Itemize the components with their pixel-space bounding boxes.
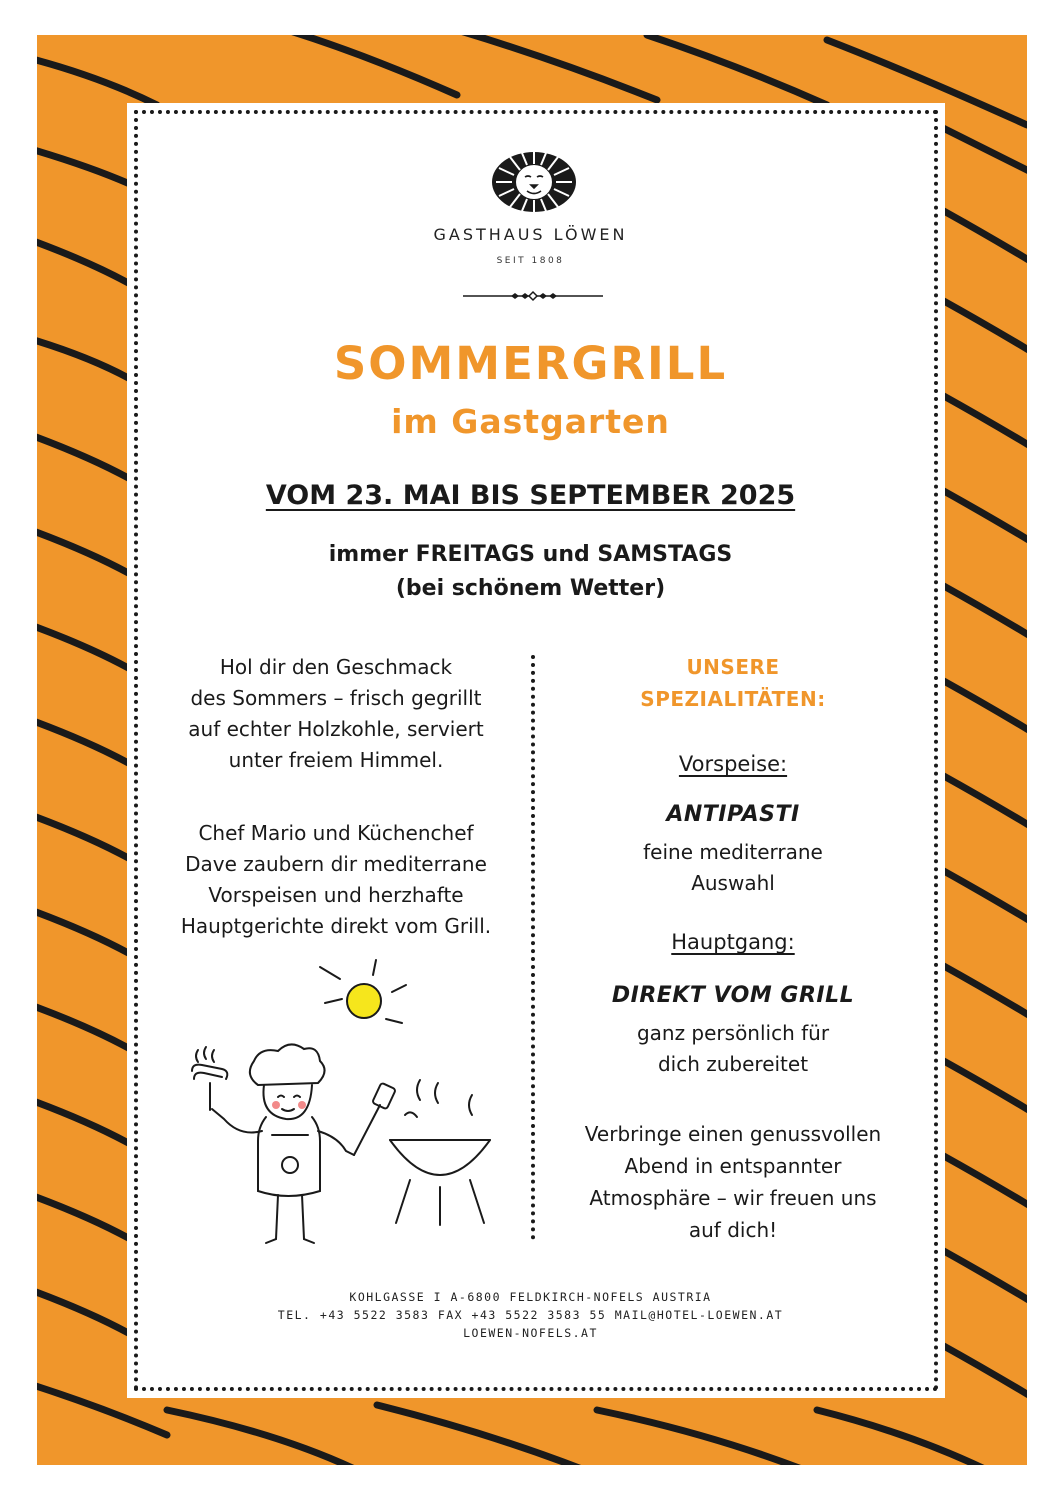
- intro-line: auf echter Holzkohle, serviert: [188, 717, 484, 741]
- main-label: Hauptgang:: [671, 930, 795, 954]
- specials-heading-line: SPEZIALITÄTEN:: [640, 687, 826, 711]
- event-dates: VOM 23. MAI BIS SEPTEMBER 2025: [265, 480, 796, 511]
- intro-line: des Sommers – frisch gegrillt: [190, 686, 482, 710]
- ornament-divider: [463, 290, 603, 302]
- main-desc-line: ganz persönlich für: [636, 1021, 830, 1045]
- closing-line: Abend in entspannter: [624, 1154, 842, 1178]
- main-name: DIREKT VOM GRILL: [611, 983, 855, 1008]
- established-year: SEIT 1808: [496, 256, 565, 266]
- intro-paragraph-1: [150, 652, 522, 776]
- intro-line: Hauptgerichte direkt vom Grill.: [180, 914, 492, 938]
- footer-website: LOEWEN-NOFELS.AT: [463, 1326, 598, 1340]
- starter-name: ANTIPASTI: [666, 802, 800, 827]
- event-days: [0, 538, 1061, 606]
- column-divider: [531, 655, 535, 1240]
- footer-contact: TEL. +43 5522 3583 FAX +43 5522 3583 55 MAIL@HOTEL-LOEWEN.AT: [277, 1308, 784, 1322]
- event-subtitle: im Gastgarten: [391, 402, 670, 441]
- intro-line: Hol dir den Geschmack: [219, 655, 453, 679]
- starter-label: Vorspeise:: [678, 752, 788, 776]
- main-description: [552, 1018, 914, 1080]
- starter-desc-line: feine mediterrane: [643, 840, 823, 864]
- event-title: SOMMERGRILL: [333, 337, 728, 390]
- specials-heading: [552, 651, 914, 715]
- chef-grill-illustration: [180, 955, 500, 1255]
- starter-desc-line: Auswahl: [691, 871, 775, 895]
- intro-line: Dave zaubern dir mediterrane: [185, 852, 487, 876]
- footer-address: KOHLGASSE I A-6800 FELDKIRCH-NOFELS AUSTRIA: [349, 1290, 712, 1304]
- specials-heading-line: UNSERE: [686, 655, 780, 679]
- intro-line: Vorspeisen und herzhafte: [208, 883, 464, 907]
- intro-paragraph-2: [150, 818, 522, 942]
- brand-name: GASTHAUS LÖWEN: [433, 225, 628, 244]
- closing-line: Verbringe einen genussvollen: [584, 1122, 882, 1146]
- weather-note: (bei schönem Wetter): [395, 576, 666, 601]
- starter-description: [552, 837, 914, 899]
- intro-line: unter freiem Himmel.: [228, 748, 444, 772]
- closing-line: Atmosphäre – wir freuen uns: [589, 1186, 877, 1210]
- closing-text: [552, 1118, 914, 1246]
- days-line: immer FREITAGS und SAMSTAGS: [328, 542, 733, 567]
- main-desc-line: dich zubereitet: [657, 1052, 809, 1076]
- closing-line: auf dich!: [688, 1218, 778, 1242]
- intro-line: Chef Mario und Küchenchef: [198, 821, 474, 845]
- lion-logo-icon: [490, 150, 578, 214]
